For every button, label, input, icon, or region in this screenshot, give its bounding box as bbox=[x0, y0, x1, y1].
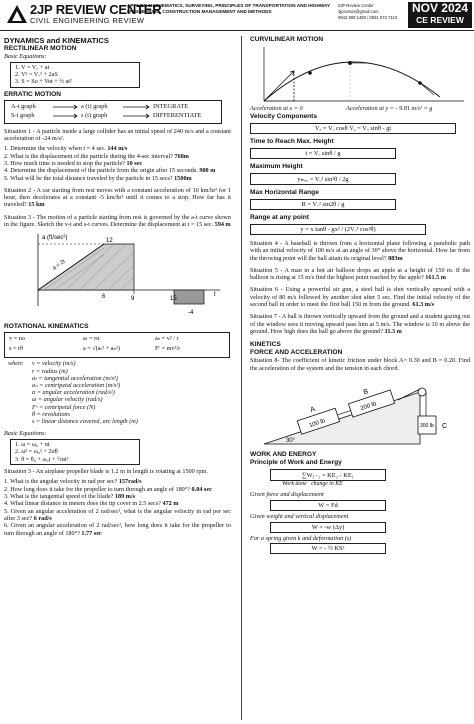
answer: 1.77 sec bbox=[81, 529, 102, 537]
incline-angle: 30° bbox=[286, 437, 296, 444]
accel-x: Acceleration at x = 0 bbox=[250, 105, 303, 112]
we-title: WORK AND ENERGY bbox=[250, 450, 317, 458]
rect-eq-box bbox=[10, 62, 140, 88]
column-divider bbox=[241, 36, 242, 720]
r-eq: R = Vₒ² sin2θ / g bbox=[250, 199, 396, 210]
page-header bbox=[0, 0, 474, 31]
where-item: v = velocity (m/s) bbox=[32, 360, 76, 368]
erratic-a: A-t graph bbox=[11, 102, 36, 110]
situation-3b: Situation 3 - An airplane propeller blade is 1.2 m in length is rotating at 1500 rpm. bbox=[4, 468, 208, 476]
answer: 144 m/s bbox=[107, 145, 128, 153]
where-item: r = radius (m) bbox=[32, 367, 68, 375]
block-b-label: B bbox=[362, 388, 370, 397]
pwe-title: Principle of Work and Energy bbox=[250, 458, 342, 466]
pwe-labels: Work done change in KE bbox=[282, 480, 343, 487]
curv-title: CURVILINEAR MOTION bbox=[250, 36, 324, 43]
rot-title: ROTATIONAL KINEMATICS bbox=[4, 323, 89, 331]
t-title: Time to Reach Max. Height bbox=[250, 138, 334, 145]
sit3b-question: 6. Given an angular acceleration of 2 rad/sec², how long does it take for the propeller to turn through an angle of 180°? 1.77 sec bbox=[4, 522, 231, 537]
answer: 472 m bbox=[162, 500, 179, 508]
answer: 1500m bbox=[174, 174, 192, 182]
sit3b-question: 3. What is the tangential speed of the blade? 189 m/s bbox=[4, 493, 135, 501]
situation-4: Situation 4 - A baseball is thrown from a horizontal plane following a parabolic path with an initial velocity of 100 m/s at an angle of 30° above the horizontal. How far from the throwing point will the ball attain its original level? 883m bbox=[250, 240, 470, 262]
answer: 900 m bbox=[199, 167, 216, 175]
rp-title: Range at any point bbox=[250, 214, 309, 221]
rot-basic-box bbox=[10, 439, 140, 465]
where-item: s = linear distance covered, arc length (m) bbox=[32, 418, 138, 425]
brand-name: 2JP REVIEW CENTER bbox=[30, 2, 162, 17]
graph-xtick: 9 bbox=[131, 296, 135, 303]
rect-eq: 2. V² = Vₒ² + 2aS bbox=[15, 71, 58, 78]
block-a-weight: 100 lb bbox=[308, 418, 327, 430]
contact-email: 2jpcenter@gmail.com bbox=[338, 8, 379, 14]
answer: 61.3 m/s bbox=[412, 301, 435, 309]
projectile-diagram bbox=[250, 45, 468, 105]
sit1-question: 4. Determine the displacement of the particle from the origin after 15 seconds. 900 m bbox=[4, 167, 216, 175]
rp-eq: y = x tanθ - gx² / (2Vₒ² cos²θ) bbox=[250, 224, 426, 235]
at-curve-graph bbox=[24, 230, 224, 320]
header-contact bbox=[338, 3, 404, 20]
sit3b-question: 4. What linear distance in meters does the tip cover in 2.5 secs? 472 m bbox=[4, 500, 179, 508]
answer: 11.3 m bbox=[384, 327, 402, 335]
vel-comp-eq: Vₓ = Vₒ cosθ Vᵧ = Vₒ sinθ - gt bbox=[250, 123, 456, 134]
situation-7: Situation 7 - A ball is thrown vertically upward from the ground and a student gazing out of the window sees it moving upward pass him at 5 m/s. The window is 10 m above the ground. How high does the ball go above the ground? 11.3 m bbox=[250, 313, 470, 335]
erratic-c: DIFFERENTIATE bbox=[153, 111, 202, 119]
rot-eq: v = rω bbox=[9, 335, 25, 343]
fa-title: FORCE AND ACCELERATION bbox=[250, 349, 343, 357]
erratic-b: a (t) graph bbox=[81, 102, 108, 110]
basic-eq-label: Basic Equations: bbox=[4, 53, 47, 60]
brand-logo-icon bbox=[6, 4, 28, 26]
graph-seg-label: a = 2t bbox=[51, 259, 67, 273]
header-topics: APPLIED MATHEMATICS, SURVEYING, PRINCIPLES OF TRANSPORTATION AND HIGHWAY ENGINEERING, CONSTRUCTION MANAGEMENT AND METHODS bbox=[127, 3, 331, 14]
answer: 10 sec bbox=[126, 160, 143, 167]
gwv-label: Given weight and vertical displacement bbox=[250, 513, 349, 521]
graph-xtick: 15 bbox=[170, 296, 177, 303]
situation-8: Situation 8- The coefficient of kinetic friction under block A= 0.30 and B = 0.20. Find the acceleration of the system and the tension in each chord. bbox=[250, 357, 470, 372]
graph-neg: -4 bbox=[188, 310, 194, 317]
erratic-a: S-t graph bbox=[11, 111, 35, 119]
rot-basic-eq: 2. ω² = ω₀² + 2αθ bbox=[15, 448, 58, 456]
gfd-label: Given force and displacement bbox=[250, 491, 324, 499]
situation-1: Situation 1 - A particle inside a large collider has an initial speed of 240 m/s and a constant acceleration of -24 m/s². bbox=[4, 127, 231, 143]
rot-basic-eq: 3. θ = θ₀ + ω₀t + ½αt² bbox=[15, 455, 69, 463]
sit1-question: 5. What will be the total distance traveled by the particle in 15 secs? 1500m bbox=[4, 174, 192, 182]
answer: 157rad/s bbox=[118, 478, 142, 486]
gfd-eq: W = Fd bbox=[270, 500, 386, 511]
erratic-b: s (t) graph bbox=[81, 111, 108, 119]
rot-eq: s = rθ bbox=[9, 345, 24, 353]
rect-eq: 3. S = So + Vot + ½ at² bbox=[15, 78, 72, 86]
where-item: aₜ = tangential acceleration (m/s²) bbox=[32, 374, 118, 382]
answer: 15 km bbox=[28, 201, 45, 209]
gsk-eq: W = - ½ KS² bbox=[270, 543, 386, 554]
rot-eq: aₙ = v² / r bbox=[155, 335, 179, 343]
brand-subtitle: CIVIL ENGINEERING REVIEW bbox=[30, 16, 145, 25]
sit3b-question: 5. Given an angular acceleration of 2 rad/sec², what is the angular velocity in rad per sec after 3 sec? 6 rad/s bbox=[4, 507, 231, 522]
block-a-label: A bbox=[309, 405, 317, 414]
sit3b-question: 2. How long does it take for the propeller to turn through an angle of 180°? 0.04 sec bbox=[4, 485, 212, 493]
badge-date: NOV 2024 bbox=[411, 1, 469, 15]
erratic-c: INTEGRATE bbox=[153, 102, 189, 110]
where-item: aₙ = centripetal acceleration (m/s²) bbox=[32, 381, 121, 389]
basic-eq-label: Basic Equations: bbox=[4, 430, 47, 438]
where-item: θ = revolutions bbox=[32, 410, 70, 418]
graph-xlabel: t bbox=[214, 292, 216, 299]
page-title: DYNAMICS and KINEMATICS bbox=[4, 36, 109, 45]
accel-row bbox=[250, 105, 470, 113]
kinetics-title: KINETICS bbox=[250, 341, 281, 349]
sit1-question: 1. Determine the velocity when t = 4 sec. 144 m/s bbox=[4, 145, 128, 153]
right-column bbox=[250, 36, 470, 554]
rot-basic-eq: 1. ω = ω₀ + αt bbox=[15, 440, 50, 448]
contact-facebook: 2JP Review Center bbox=[338, 3, 374, 8]
incline-diagram bbox=[250, 374, 468, 448]
gsk-label: For a spring given k and deformation (s) bbox=[250, 534, 352, 542]
situation-2: Situation 2 - A car starting from rest moves with a constant acceleration of 10 km/hr² for 1 hour, then decelerates at a constant -5 km/hr² until it comes to a stop. How far has it traveled? 15 km bbox=[4, 186, 231, 209]
situation-3: Situation 3 - The motion of a particle starting from rest is governed by the a-t curve shown in the figure. Sketch the v-t and s-t curves. Determine the displacement at t = 15 sec. 594 m bbox=[4, 213, 231, 229]
situation-6: Situation 6 - Using a powerful air gun, a steel ball is shot vertically upward with a velocity of 80 m/s followed by another shot after 5 sec. Find the initial velocity of the second ball in order to meet the first ball 150 m from the ground. 61.3 m/s bbox=[250, 286, 470, 309]
rot-eq: Fᶜ = mv²/r bbox=[155, 345, 181, 353]
sit3b-question: 1. What is the angular velocity in rad per sec? 157rad/s bbox=[4, 478, 142, 486]
rot-eq: a = √(aₜ² + aₙ²) bbox=[83, 345, 120, 353]
sit1-question: 2. What is the displacement of the particle during the 4-sec interval? 768m bbox=[4, 152, 189, 160]
gwv-eq: W = -w (Δy) bbox=[270, 522, 386, 533]
answer: 161.5 m bbox=[425, 274, 446, 282]
block-c-weight: 300 lb bbox=[420, 422, 434, 429]
block-c-label: C bbox=[442, 422, 448, 430]
graph-xtick: 6 bbox=[102, 294, 106, 301]
answer: 594 m bbox=[214, 221, 231, 229]
vel-comp-title: Velocity Components bbox=[250, 113, 318, 120]
left-column bbox=[4, 36, 231, 537]
arrow-right-icon bbox=[53, 104, 79, 120]
rot-eq-box bbox=[4, 332, 230, 358]
rot-eq: aₜ = rα bbox=[83, 335, 100, 343]
answer: 0.04 sec bbox=[191, 485, 212, 493]
where-item: ω = angular velocity (rad/s) bbox=[32, 396, 103, 404]
answer: 768m bbox=[174, 152, 189, 160]
sit1-question: 3. How much time is needed to stop the particle? 10 sec bbox=[4, 160, 143, 167]
situation-5: Situation 5 - A man in a hot air balloon drops an apple at a height of 150 m. If the balloon is rising at 15 m/s find the highest point reached by the apple? 161.5 m bbox=[250, 266, 470, 282]
review-badge bbox=[408, 2, 472, 28]
badge-label: CE REVIEW bbox=[416, 15, 464, 25]
accel-y: Acceleration at y = - 9.81 m/s² = g bbox=[346, 105, 433, 112]
answer: 189 m/s bbox=[114, 493, 135, 501]
where-label: where bbox=[8, 360, 23, 368]
pwe-eq: ∑W₁₋₂ = KE₂ - KE₁ bbox=[270, 469, 386, 481]
contact-phone: 0942 808 1480 / 0931 072 7110 bbox=[338, 14, 398, 20]
graph-ytop: 12 bbox=[106, 238, 113, 245]
where-list bbox=[32, 360, 138, 425]
rect-title: RECTILINEAR MOTION bbox=[4, 45, 77, 52]
t-eq: t = Vₒ sinθ / g bbox=[250, 148, 396, 159]
rect-eq: 1. V = Vₒ + at bbox=[15, 63, 50, 71]
arrow-right-icon bbox=[123, 104, 151, 120]
where-block bbox=[4, 360, 231, 426]
h-eq: yₘₐₓ = Vₒ² sin²θ / 2g bbox=[250, 173, 396, 185]
r-title: Max Horizontal Range bbox=[250, 189, 319, 196]
where-item: α = angular acceleration (rad/s²) bbox=[32, 389, 115, 397]
block-b-weight: 200 lb bbox=[359, 401, 378, 412]
erratic-title: ERRATIC MOTION bbox=[4, 90, 62, 98]
h-title: Maximum Height bbox=[250, 163, 303, 170]
erratic-box bbox=[4, 100, 222, 124]
where-item: Fᶜ = centripetal force (N) bbox=[32, 403, 96, 411]
answer: 883m bbox=[388, 254, 403, 262]
answer: 6 rad/s bbox=[33, 514, 52, 522]
graph-ylabel: a (ft/sec²) bbox=[42, 235, 68, 242]
